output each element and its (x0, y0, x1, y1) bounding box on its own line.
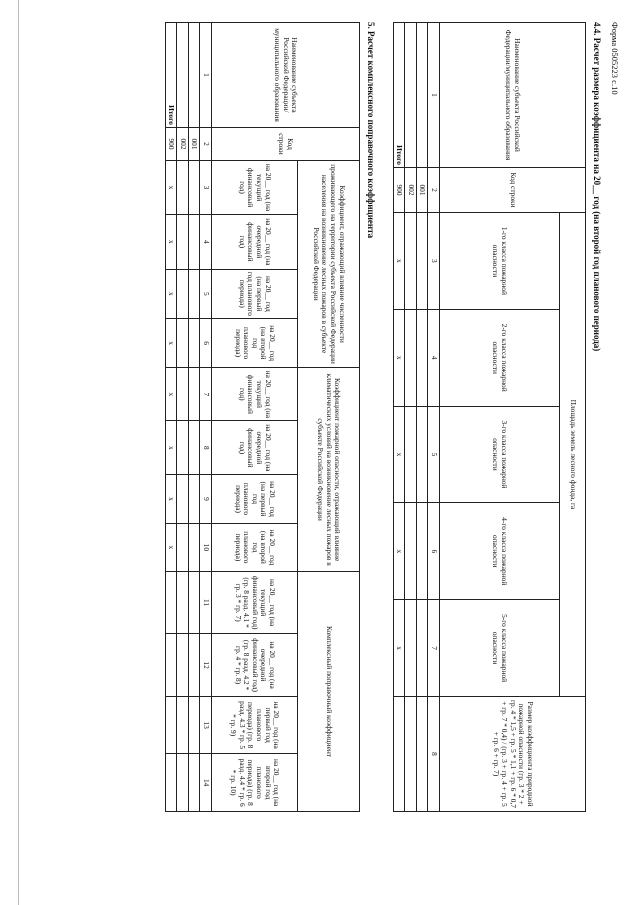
code-cell: 001 (416, 168, 428, 213)
col-coef-header: Размер коэффициента природной пожарной опасности (гр. 3 * 2 + гр. 4 * 1,5 + гр. 5 * 1,1 + гр. 6 * 0,7 + гр. 7 * 0,4) / (гр. 3 + гр. 4 + гр. 5 + гр. 6 + гр. 7) (440, 697, 586, 812)
coef-total-cell (393, 697, 405, 812)
data-cell (188, 269, 200, 318)
data-cell (416, 213, 428, 310)
year-col-header: на 20__ год (на очередной финансовый год) (212, 215, 298, 270)
x-cell: х (393, 503, 405, 600)
year-col-header: на 20__ год (на второй год планового периода) (212, 523, 298, 571)
area-group-header: Площадь земель лесного фонда, га (560, 213, 586, 697)
form-code: Форма 0505223 с.10 (610, 22, 620, 95)
data-cell (177, 696, 189, 753)
total-row (165, 23, 177, 812)
col-num: 5 (200, 269, 212, 318)
year-col-header: на 20__ год (на второй год планового периода) (212, 319, 298, 368)
data-cell (188, 523, 200, 571)
col-code-header: Код строки (440, 168, 586, 213)
code-cell: 002 (405, 168, 417, 213)
table-row (405, 23, 417, 812)
data-cell (405, 503, 417, 600)
col-num: 7 (428, 600, 440, 697)
rotated-form (0, 22, 620, 882)
total-row (393, 23, 405, 812)
col-num: 6 (428, 503, 440, 600)
column-number-row (428, 23, 440, 812)
col-num: 14 (200, 754, 212, 812)
col-num: 3 (428, 213, 440, 310)
col-num: 10 (200, 523, 212, 571)
name-cell (188, 23, 200, 128)
year-col-header: на 20__ год (на очередной финансовый год) (212, 421, 298, 475)
x-cell: х (165, 319, 177, 368)
data-cell (177, 319, 189, 368)
data-cell (177, 269, 189, 318)
year-col-header: на 20__ год (на первый год планового периода) (212, 475, 298, 523)
data-cell (188, 161, 200, 215)
table-row (177, 23, 189, 812)
data-cell (405, 406, 417, 503)
data-cell (416, 309, 428, 406)
population-group-header: Коэффициент, отражающий влияние численности проживающего на территории субъекта Российской Федерации населения на возникновение лесных пожаров в субъекте Российской Федерации (298, 161, 360, 368)
complex-col-header: на 20__ год (на очередной финансовый год) (гр. 8 разд. 4.2 * гр. 4 * гр. 8) (212, 634, 298, 697)
x-cell: х (165, 269, 177, 318)
data-cell (188, 368, 200, 421)
name-cell (405, 23, 417, 168)
col-num: 4 (428, 309, 440, 406)
data-cell (177, 368, 189, 421)
x-cell: х (165, 368, 177, 421)
x-cell: х (393, 213, 405, 310)
name-cell (416, 23, 428, 168)
data-cell (188, 754, 200, 812)
col-num: 12 (200, 634, 212, 697)
year-col-header: на 20__ год (на текущий финансовый год) (212, 368, 298, 421)
col-num: 8 (200, 421, 212, 475)
col-num: 1 (200, 23, 212, 128)
data-cell (188, 572, 200, 634)
data-cell (405, 309, 417, 406)
coefficient-table (393, 22, 586, 812)
col-num: 2 (428, 168, 440, 213)
data-cell (188, 421, 200, 475)
data-cell (188, 215, 200, 270)
complex-total-cell (165, 634, 177, 697)
year-col-header: на 20__ год (на первый год планового периода) (212, 269, 298, 318)
section-4-4-heading: 4.4. Расчет размера коэффициента на 20__ год (на второй год планового периода) (592, 22, 602, 352)
complex-total-cell (165, 572, 177, 634)
data-cell (177, 523, 189, 571)
code-cell: 002 (177, 128, 189, 161)
class-3-header: 3-го класса пожарной опасности (440, 406, 560, 503)
total-code: 900 (393, 168, 405, 213)
data-cell (188, 475, 200, 523)
col-num: 2 (200, 128, 212, 161)
complex-col-header: на 20__ год (на первый год планового периода) (гр. 8 разд. 4.3 * гр. 5 * гр. 9) (212, 696, 298, 753)
data-cell (188, 319, 200, 368)
x-cell: х (165, 161, 177, 215)
column-number-row (200, 23, 212, 812)
col-name-header: Наименование субъекта Российской Федерации/муниципального образования (440, 23, 586, 168)
data-cell (188, 696, 200, 753)
data-cell (177, 475, 189, 523)
data-cell (188, 634, 200, 697)
data-cell (177, 161, 189, 215)
data-cell (405, 697, 417, 812)
class-5-header: 5-го класса пожарной опасности (440, 600, 560, 697)
code-cell: 001 (188, 128, 200, 161)
data-cell (416, 697, 428, 812)
data-cell (416, 406, 428, 503)
section-5-heading: 5. Расчет комплексного поправочного коэффициента (366, 22, 376, 239)
col-num: 1 (428, 23, 440, 168)
col-name-header: Наименование субъекта Российской Федерации/муниципального образования (212, 23, 360, 128)
complex-total-cell (165, 754, 177, 812)
x-cell: х (165, 421, 177, 475)
total-label: Итого (165, 23, 177, 128)
x-cell: х (393, 406, 405, 503)
year-col-header: на 20__ год (на текущий финансовый год) (212, 161, 298, 215)
data-cell (405, 600, 417, 697)
data-cell (177, 421, 189, 475)
x-cell: х (165, 215, 177, 270)
class-1-header: 1-го класса пожарной опасности (440, 213, 560, 310)
data-cell (416, 503, 428, 600)
data-cell (177, 215, 189, 270)
col-num: 9 (200, 475, 212, 523)
x-cell: х (165, 475, 177, 523)
col-num: 5 (428, 406, 440, 503)
x-cell: х (393, 309, 405, 406)
col-num: 6 (200, 319, 212, 368)
total-label: Итого (393, 23, 405, 168)
col-num: 8 (428, 697, 440, 812)
complex-col-header: на 20__ год (на текущий финансовый год) (гр. 8 разд. 4.1 * гр. 3 * гр. 7) (212, 572, 298, 634)
class-2-header: 2-го класса пожарной опасности (440, 309, 560, 406)
col-num: 13 (200, 696, 212, 753)
data-cell (405, 213, 417, 310)
total-code: 900 (165, 128, 177, 161)
col-num: 7 (200, 368, 212, 421)
col-num: 4 (200, 215, 212, 270)
complex-group-header: Комплексный поправочный коэффициент (298, 572, 360, 812)
complex-coefficient-table (165, 22, 360, 812)
name-cell (177, 23, 189, 128)
data-cell (416, 600, 428, 697)
col-code-header: Код строки (212, 128, 360, 161)
x-cell: х (165, 523, 177, 571)
complex-col-header: на 20__ год (на второй год планового периода) (гр. 8 разд. 4.4 * гр. 6 * гр. 10) (212, 754, 298, 812)
complex-total-cell (165, 696, 177, 753)
x-cell: х (393, 600, 405, 697)
table-row (416, 23, 428, 812)
climate-group-header: Коэффициент пожарной опасности, отражающий влияние климатических условий на возникновение лесных пожаров в субъекте Российской Федерации (298, 368, 360, 572)
table-row (188, 23, 200, 812)
col-num: 11 (200, 572, 212, 634)
data-cell (177, 634, 189, 697)
class-4-header: 4-го класса пожарной опасности (440, 503, 560, 600)
data-cell (177, 572, 189, 634)
col-num: 3 (200, 161, 212, 215)
data-cell (177, 754, 189, 812)
